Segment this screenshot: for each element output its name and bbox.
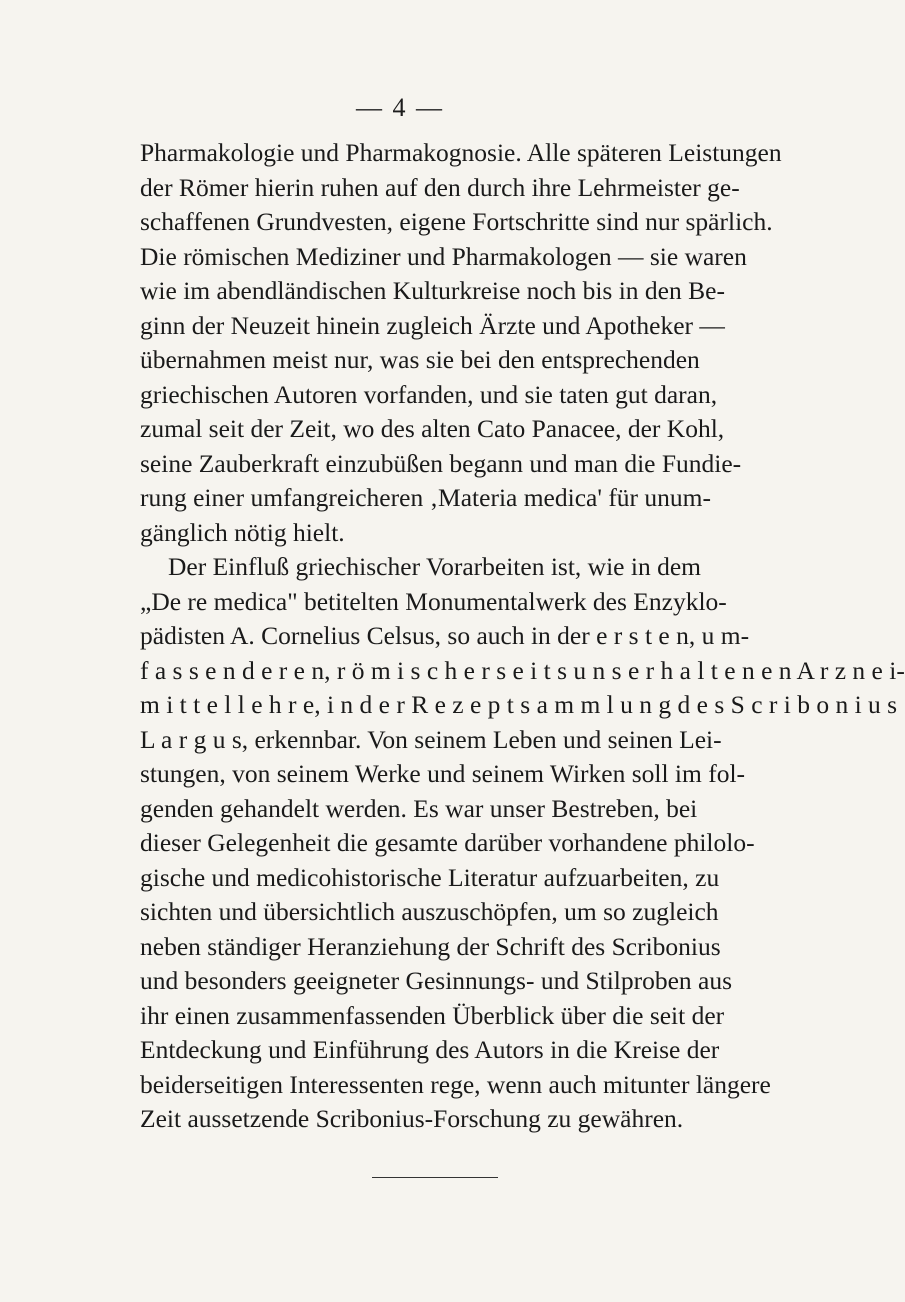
text-line: genden gehandelt werden. Es war unser Bestreben, bei [140, 793, 698, 823]
text-line: gische und medicohistorische Literatur aufzuarbeiten, zu [140, 862, 720, 892]
text-line: Der Einfluß griechischer Vorarbeiten ist, wie in dem [168, 552, 701, 581]
text-line: beiderseitigen Interessenten rege, wenn auch mitunter längere [140, 1069, 771, 1099]
text-line: Pharmakologie und Pharmakognosie. Alle späteren Leistungen [140, 138, 782, 167]
text-line: Die römischen Mediziner und Pharmakologen — sie waren [140, 241, 747, 271]
text-line: Entdeckung und Einführung des Autors in die Kreise der [140, 1035, 720, 1064]
text-line: seine Zauberkraft einzubüßen begann und man die Fundie- [140, 448, 742, 478]
text-line: „De re medica" betitelten Monumentalwerk des Enzyklo- [140, 586, 727, 616]
text-line: stungen, von seinem Werke und seinem Wirken soll im fol- [140, 759, 746, 788]
text-line: L a r g u s, erkennbar. Von seinem Leben und seinen Lei- [140, 724, 722, 754]
text-line: neben ständiger Heranziehung der Schrift des Scribonius [140, 931, 721, 961]
text-line: wie im abendländischen Kulturkreise noch bis in den Be- [140, 276, 725, 305]
text-line: schaffenen Grundvesten, eigene Fortschritte sind nur spärlich. [140, 207, 773, 236]
text-line: griechischen Autoren vorfanden, und sie taten gut daran, [140, 379, 718, 409]
text-line: übernahmen meist nur, was sie bei den entsprechenden [140, 345, 700, 374]
text-line: gänglich nötig hielt. [140, 517, 345, 547]
text-line: m i t t e l l e h r e, i n d e r R e z e p t s a m m l u n g d e s S c r i b o n i u s [140, 690, 898, 719]
text-line: ginn der Neuzeit hinein zugleich Ärzte und Apotheker — [140, 310, 725, 340]
text-line: ihr einen zusammenfassenden Überblick über die seit der [140, 1000, 725, 1030]
text-line: rung einer umfangreicheren ‚Materia medica' für unum- [140, 483, 711, 512]
text-line: pädisten A. Cornelius Celsus, so auch in der e r s t e n, u m- [140, 621, 750, 650]
body-text [140, 136, 905, 1137]
section-divider [372, 1177, 498, 1178]
text-line: sichten und übersichtlich auszuschöpfen, um so zugleich [140, 897, 719, 926]
page-number: — 4 — [356, 93, 444, 122]
text-line: Zeit aussetzende Scribonius-Forschung zu gewähren. [140, 1104, 684, 1133]
text-line: f a s s e n d e r e n, r ö m i s c h e r s e i t s u n s e r h a l t e n e n A r z n e i- [140, 655, 905, 685]
text-line: der Römer hierin ruhen auf den durch ihre Lehrmeister ge- [140, 172, 740, 202]
text-line: zumal seit der Zeit, wo des alten Cato Panacee, der Kohl, [140, 414, 725, 443]
text-line: dieser Gelegenheit die gesamte darüber vorhandene philolo- [140, 828, 755, 857]
text-line: und besonders geeigneter Gesinnungs- und Stilproben aus [140, 966, 733, 995]
